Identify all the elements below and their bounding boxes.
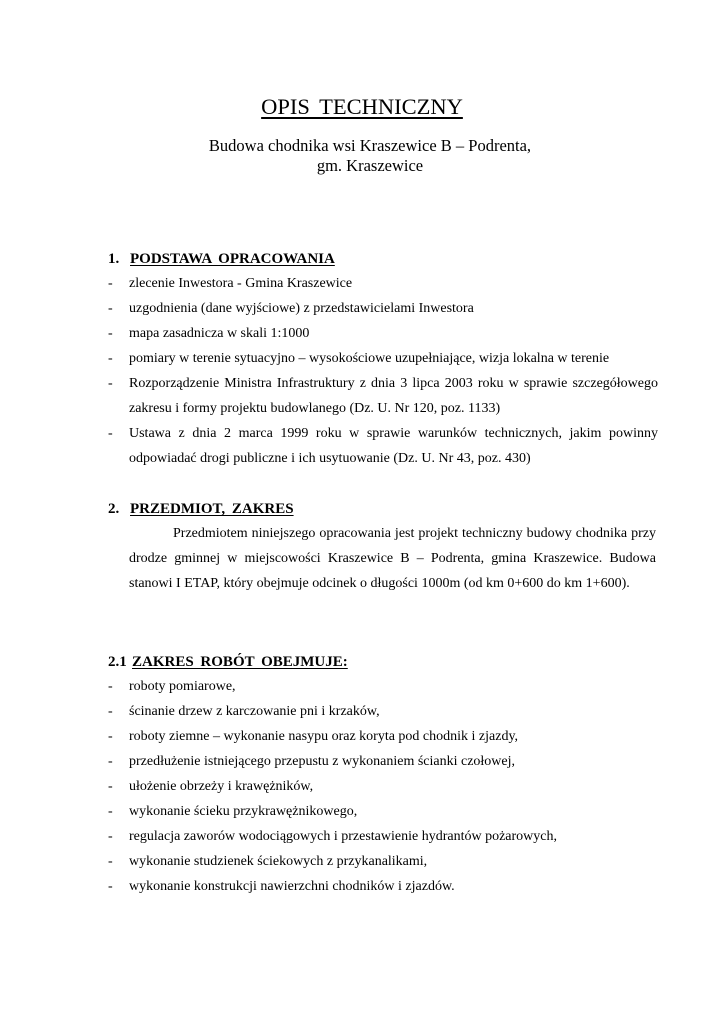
list-item-text: ułożenie obrzeży i krawężników, bbox=[129, 779, 314, 794]
list-item-text: wykonanie studzienek ściekowych z przykanalikami, bbox=[129, 854, 428, 869]
list-item bbox=[108, 849, 658, 874]
list-item bbox=[108, 699, 658, 724]
subtitle-line-2: gm. Kraszewice bbox=[316, 156, 424, 175]
section-1-number: 1. bbox=[108, 251, 120, 267]
bullet-dash: - bbox=[108, 829, 113, 844]
list-item bbox=[108, 774, 658, 799]
bullet-dash: - bbox=[108, 301, 113, 316]
list-item bbox=[108, 371, 658, 421]
list-item bbox=[108, 296, 658, 321]
bullet-dash: - bbox=[108, 679, 113, 694]
list-item bbox=[108, 271, 658, 296]
bullet-dash: - bbox=[108, 351, 113, 366]
list-item-text: Ustawa z dnia 2 marca 1999 roku w sprawie warunków technicznych, jakim powinny odpowiadać drogi publiczne i ich usytuowanie (Dz. U. Nr 43, poz. 430) bbox=[129, 426, 658, 466]
list-item bbox=[108, 674, 658, 699]
section-2-1-heading bbox=[108, 652, 348, 672]
section-2-1-list bbox=[108, 674, 658, 899]
list-item bbox=[108, 346, 658, 371]
list-item-text: roboty ziemne – wykonanie nasypu oraz koryta pod chodnik i zjazdy, bbox=[129, 729, 519, 744]
list-item bbox=[108, 724, 658, 749]
list-item-text: pomiary w terenie sytuacyjno – wysokościowe uzupełniające, wizja lokalna w terenie bbox=[129, 351, 610, 366]
list-item-text: wykonanie konstrukcji nawierzchni chodników i zjazdów. bbox=[129, 879, 455, 894]
bullet-dash: - bbox=[108, 779, 113, 794]
section-1-list bbox=[108, 271, 658, 471]
bullet-dash: - bbox=[108, 879, 113, 894]
list-item bbox=[108, 799, 658, 824]
bullet-dash: - bbox=[108, 754, 113, 769]
bullet-dash: - bbox=[108, 854, 113, 869]
section-1-heading bbox=[108, 249, 335, 269]
list-item bbox=[108, 321, 658, 346]
list-item-text: ścinanie drzew z karczowanie pni i krzaków, bbox=[129, 704, 380, 719]
document-title: OPIS TECHNICZNY bbox=[261, 94, 463, 119]
list-item-text: zlecenie Inwestora - Gmina Kraszewice bbox=[129, 276, 353, 291]
list-item-text: uzgodnienia (dane wyjściowe) z przedstawicielami Inwestora bbox=[129, 301, 474, 316]
section-2-paragraph: Przedmiotem niniejszego opracowania jest projekt techniczny budowy chodnika przy drodze gminnej w miejscowości Kraszewice B – Podrenta, gmina Kraszewice. Budowa stanowi I ETAP, który obejmuje odcinek o długości 1000m (od km 0+600 do km 1+600). bbox=[129, 526, 656, 591]
list-item bbox=[108, 749, 658, 774]
section-2-heading bbox=[108, 499, 294, 519]
list-item-text: Rozporządzenie Ministra Infrastruktury z dnia 3 lipca 2003 roku w sprawie szczegółowego zakresu i formy projektu budowlanego (Dz. U. Nr 120, poz. 1133) bbox=[129, 376, 658, 416]
section-2-title: PRZEDMIOT, ZAKRES bbox=[130, 501, 294, 517]
section-2-number: 2. bbox=[108, 501, 120, 517]
list-item-text: przedłużenie istniejącego przepustu z wykonaniem ścianki czołowej, bbox=[129, 754, 516, 769]
section-1-title: PODSTAWA OPRACOWANIA bbox=[130, 251, 335, 267]
list-item-text: roboty pomiarowe, bbox=[129, 679, 236, 694]
bullet-dash: - bbox=[108, 326, 113, 341]
list-item-text: mapa zasadnicza w skali 1:1000 bbox=[129, 326, 310, 341]
bullet-dash: - bbox=[108, 704, 113, 719]
bullet-dash: - bbox=[108, 729, 113, 744]
bullet-dash: - bbox=[108, 426, 113, 441]
bullet-dash: - bbox=[108, 276, 113, 291]
bullet-dash: - bbox=[108, 376, 113, 391]
list-item-text: regulacja zaworów wodociągowych i przestawienie hydrantów pożarowych, bbox=[129, 829, 557, 844]
list-item bbox=[108, 874, 658, 899]
list-item bbox=[108, 824, 658, 849]
section-2-1-number: 2.1 bbox=[108, 654, 127, 670]
list-item bbox=[108, 421, 658, 471]
section-2-1-title: ZAKRES ROBÓT OBEJMUJE: bbox=[132, 654, 348, 670]
subtitle-line-1: Budowa chodnika wsi Kraszewice B – Podrenta, bbox=[208, 136, 532, 155]
list-item-text: wykonanie ścieku przykrawężnikowego, bbox=[129, 804, 358, 819]
bullet-dash: - bbox=[108, 804, 113, 819]
